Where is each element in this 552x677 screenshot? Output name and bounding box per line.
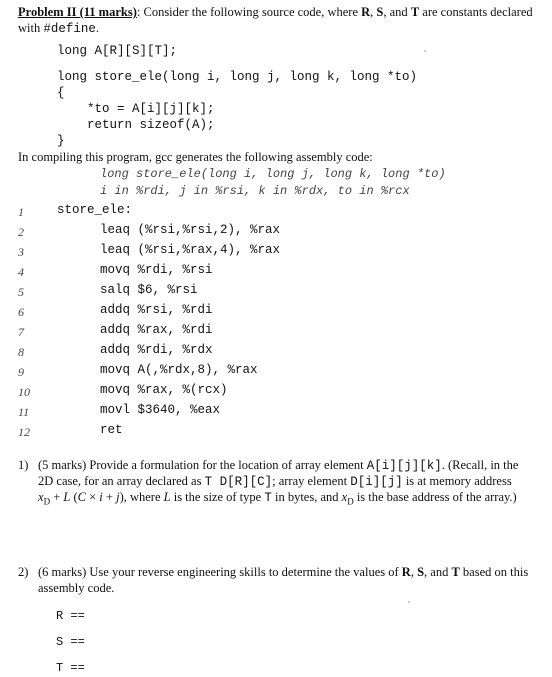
compile-text: In compiling this program, gcc generates the following assembly code: <box>18 150 373 164</box>
define-keyword: #define <box>43 22 96 36</box>
asm-line: leaq (%rsi,%rax,4), %rax <box>100 243 281 257</box>
asm-line-number: 6 <box>18 305 24 319</box>
q1-L: L <box>63 490 71 504</box>
asm-line: store_ele: <box>57 203 133 217</box>
const-s: S <box>376 5 384 19</box>
q1-T: T <box>264 491 272 505</box>
q1-paren: ( <box>70 490 78 504</box>
source-line: long store_ele(long i, long j, long k, long *to) <box>57 70 418 84</box>
title-colon: : <box>136 5 141 19</box>
q1-j: j <box>116 490 120 504</box>
asm-line-number: 1 <box>18 205 24 219</box>
q1-text-a: (5 marks) Provide a formulation for the location of array element <box>38 458 367 472</box>
asm-line-number: 9 <box>18 365 24 379</box>
q1-plus2: + <box>102 490 117 504</box>
answer-t-label: T == <box>56 661 85 675</box>
asm-line: addq %rax, %rdi <box>100 323 213 337</box>
q2-text-a: (6 marks) Use your reverse engineering skills to determine the values of <box>38 565 402 579</box>
q1-xd2-sub: D <box>347 496 354 507</box>
q2-s: S <box>417 565 425 579</box>
question-1-text <box>38 457 542 474</box>
source-line: { <box>57 86 65 100</box>
q1-C: C <box>77 490 86 504</box>
answer-s-label: S == <box>56 635 85 649</box>
asm-line: movq A(,%rdx,8), %rax <box>100 363 258 377</box>
intro-comma: , <box>370 5 377 19</box>
scan-speck <box>408 601 410 603</box>
asm-line-number: 7 <box>18 325 24 339</box>
asm-line: addq %rdi, %rdx <box>100 343 213 357</box>
asm-line: ret <box>100 423 123 437</box>
asm-line-number: 8 <box>18 345 24 359</box>
q1-line2-c: is at memory address <box>402 474 512 488</box>
q1-size-of: is the size of type <box>170 490 265 504</box>
q1-end: is the base address of the array.) <box>353 490 517 504</box>
asm-line: leaq (%rsi,%rsi,2), %rax <box>100 223 281 237</box>
q2-t: T <box>451 565 460 579</box>
q2-comma: , <box>410 565 418 579</box>
q1-L2: L <box>163 490 171 504</box>
asm-line: movq %rdi, %rsi <box>100 263 213 277</box>
question-2-text <box>38 564 548 580</box>
asm-line-number: 2 <box>18 225 24 239</box>
intro-text-1: Consider the following source code, where <box>140 5 362 19</box>
question-1-line3 <box>38 489 548 510</box>
asm-line-number: 12 <box>18 425 30 439</box>
source-line: } <box>57 134 65 148</box>
intro-with: with <box>18 21 44 35</box>
q1-decl: T D[R][C] <box>204 475 273 489</box>
q1-elem: A[i][j][k] <box>366 459 442 473</box>
asm-line: movq %rax, %(rcx) <box>100 383 228 397</box>
asm-line-number: 10 <box>18 385 30 399</box>
asm-line-number: 11 <box>18 405 30 419</box>
problem-header-line2 <box>18 20 99 37</box>
asm-line: addq %rsi, %rdi <box>100 303 213 317</box>
question-1-number: 1) <box>18 458 29 472</box>
question-2-line2: assembly code. <box>38 581 115 595</box>
q1-line2-b: ; array element <box>272 474 351 488</box>
source-line: *to = A[i][j][k]; <box>57 102 215 116</box>
asm-line: salq $6, %rsi <box>100 283 198 297</box>
intro-period: . <box>95 21 99 35</box>
q1-bytes: in bytes, and <box>271 490 342 504</box>
asm-line-number: 3 <box>18 245 24 259</box>
asm-line: movl $3640, %eax <box>100 403 221 417</box>
question-1-line2 <box>38 473 548 490</box>
q1-text-b: . (Recall, in the <box>441 458 519 472</box>
q1-elem2: D[i][j] <box>350 475 403 489</box>
q1-xd: x <box>38 490 44 504</box>
asm-comment: i in %rdi, j in %rsi, k in %rdx, to in %rcx <box>100 184 410 198</box>
asm-line-number: 4 <box>18 265 24 279</box>
asm-line-number: 5 <box>18 285 24 299</box>
source-line: long A[R][S][T]; <box>57 44 178 58</box>
const-t: T <box>410 5 420 19</box>
intro-text-2: are constants declared <box>419 5 533 19</box>
q2-and: , and <box>424 565 452 579</box>
source-line: return sizeof(A); <box>57 118 215 132</box>
q1-xd-sub: D <box>43 496 51 507</box>
problem-header <box>18 4 538 20</box>
q1-i: i <box>99 490 103 504</box>
problem-title: Problem II (11 marks) <box>18 5 137 19</box>
q1-xd2: x <box>341 490 348 504</box>
question-2-number: 2) <box>18 565 29 579</box>
q1-line2-a: 2D case, for an array declared as <box>38 474 205 488</box>
q2-r: R <box>401 565 411 579</box>
q2-text-b: based on this <box>459 565 529 579</box>
q1-where: ), where <box>119 490 164 504</box>
q1-times: × <box>85 490 100 504</box>
const-r: R <box>361 5 371 19</box>
intro-and: , and <box>383 5 411 19</box>
q1-plus: + <box>50 490 64 504</box>
asm-comment: long store_ele(long i, long j, long k, long *to) <box>100 167 446 181</box>
scan-speck <box>424 50 426 52</box>
answer-r-label: R == <box>56 609 85 623</box>
